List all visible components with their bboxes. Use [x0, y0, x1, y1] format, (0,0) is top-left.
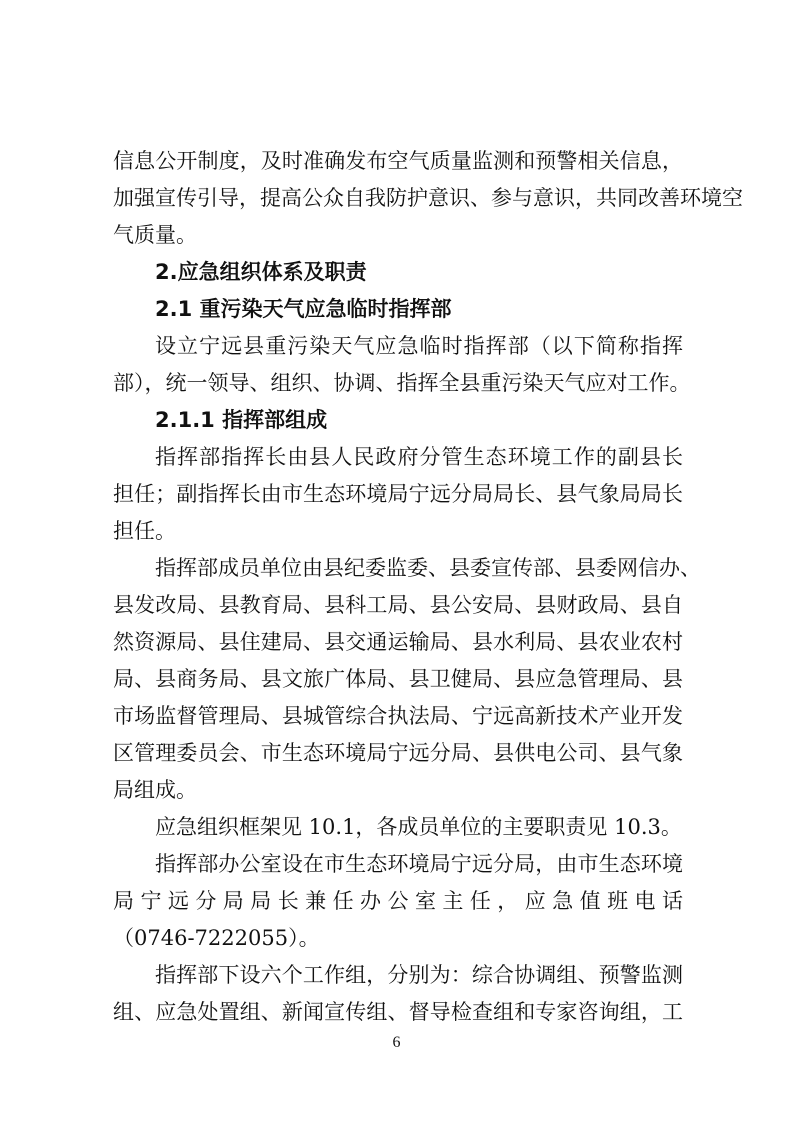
body-text-line: 加强宣传引导，提高公众自我防护意识、参与意识，共同改善环境空 — [113, 186, 743, 210]
body-text-line: 应急组织框架见 10.1，各成员单位的主要职责见 10.3。 — [155, 815, 682, 839]
body-text-line: 市场监督管理局、县城管综合执法局、宁远高新技术产业开发 — [113, 704, 683, 728]
body-text-line: 信息公开制度，及时准确发布空气质量监测和预警相关信息， — [113, 149, 683, 173]
body-text-line: 担任。 — [113, 519, 176, 543]
body-text-line: 担任；副指挥长由市生态环境局宁远分局局长、县气象局局长 — [113, 482, 683, 506]
body-text-line: 设立宁远县重污染天气应急临时指挥部（以下简称指挥 — [155, 334, 683, 358]
subsubsection-heading: 2.1.1 指挥部组成 — [155, 408, 328, 432]
body-text-line: 指挥部下设六个工作组，分别为：综合协调组、预警监测 — [155, 963, 683, 987]
subsection-heading: 2.1 重污染天气应急临时指挥部 — [155, 297, 452, 321]
body-text-line: 县发改局、县教育局、县科工局、县公安局、县财政局、县自 — [113, 593, 683, 617]
body-text-line: 部），统一领导、组织、协调、指挥全县重污染天气应对工作。 — [113, 371, 691, 395]
body-text-line: 气质量。 — [113, 223, 197, 247]
body-text-line: 组、应急处置组、新闻宣传组、督导检查组和专家咨询组，工 — [113, 1000, 683, 1024]
body-text-line: 指挥部成员单位由县纪委监委、县委宣传部、县委网信办、 — [155, 556, 701, 580]
body-text-line: （0746-7222055）。 — [113, 926, 320, 950]
body-text-line: 然资源局、县住建局、县交通运输局、县水利局、县农业农村 — [113, 630, 683, 654]
body-text-line: 局宁远分局局长兼任办公室主任，应急值班电话 — [113, 889, 683, 913]
body-text-line: 区管理委员会、市生态环境局宁远分局、县供电公司、县气象 — [113, 741, 683, 765]
body-text-line: 指挥部指挥长由县人民政府分管生态环境工作的副县长 — [155, 445, 683, 469]
body-text-line: 局、县商务局、县文旅广体局、县卫健局、县应急管理局、县 — [113, 667, 683, 691]
section-heading: 2.应急组织体系及职责 — [155, 260, 367, 284]
body-text-line: 指挥部办公室设在市生态环境局宁远分局，由市生态环境 — [155, 852, 683, 876]
body-text-line: 局组成。 — [113, 778, 197, 802]
page-number: 6 — [392, 1034, 401, 1051]
